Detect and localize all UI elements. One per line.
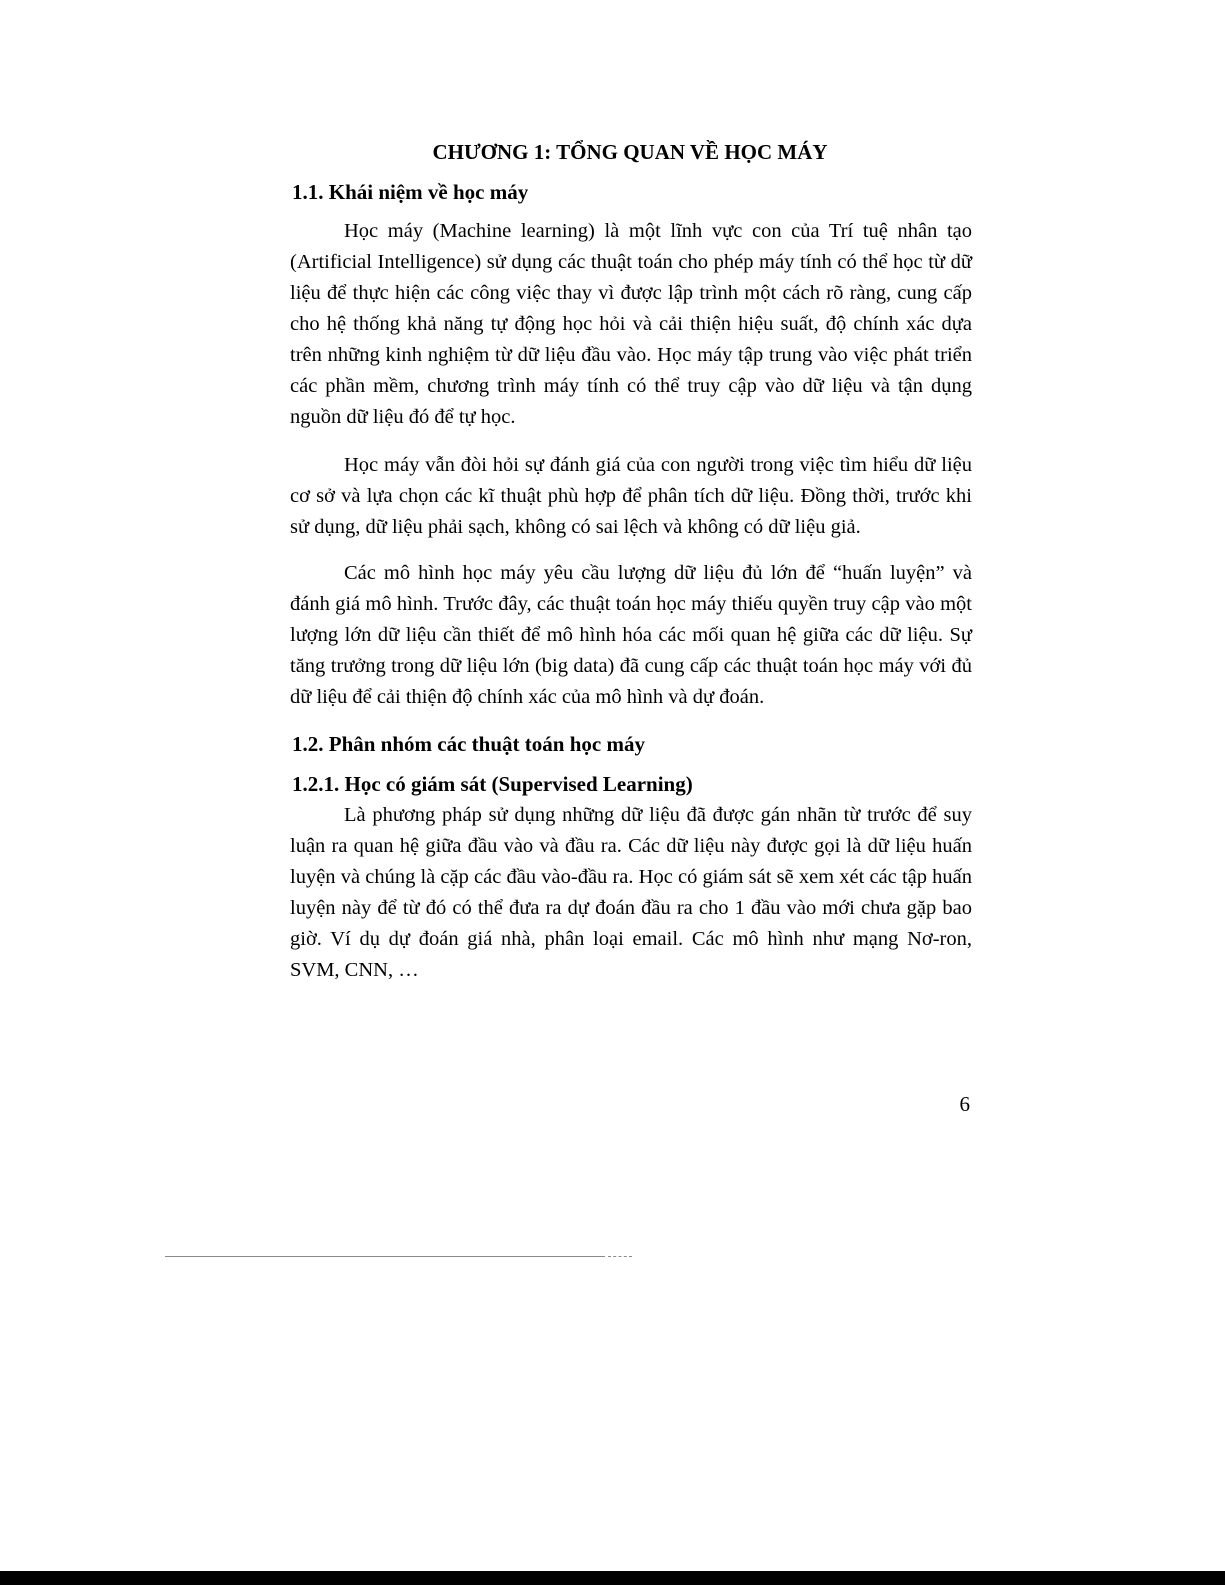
paragraph-1-1-a: Học máy (Machine learning) là một lĩnh vực con của Trí tuệ nhân tạo (Artificial Intelligence) sử dụng các thuật toán cho phép máy tính có thể học từ dữ liệu để thực hiện các công việc thay vì được lập trình một cách rõ ràng, cung cấp cho hệ thống khả năng tự động học hỏi và cải thiện hiệu suất, độ chính xác dựa trên những kinh nghiệm từ dữ liệu đầu vào. Học máy tập trung vào việc phát triển các phần mềm, chương trình máy tính có thể truy cập vào dữ liệu và tận dụng nguồn dữ liệu đó để tự học. [290,220,972,428]
section-heading-1-2: 1.2. Phân nhóm các thuật toán học máy [292,732,645,756]
paragraph-1-2-1-a: Là phương pháp sử dụng những dữ liệu đã được gán nhãn từ trước để suy luận ra quan hệ giữa đầu vào và đầu ra. Các dữ liệu này được gọi là dữ liệu huấn luyện và chúng là cặp các đầu vào-đầu ra. Học có giám sát sẽ xem xét các tập huấn luyện này để từ đó có thể đưa ra dự đoán đầu ra cho 1 đầu vào mới chưa gặp bao giờ. Ví dụ dự đoán giá nhà, phân loại email. Các mô hình như mạng Nơ-ron, SVM, CNN, … [290,804,972,981]
footer-divider [165,1256,605,1257]
footer-divider-dash [608,1256,632,1257]
paragraph-1-1-c: Các mô hình học máy yêu cầu lượng dữ liệu đủ lớn để “huấn luyện” và đánh giá mô hình. Trước đây, các thuật toán học máy thiếu quyền truy cập vào một lượng lớn dữ liệu cần thiết để mô hình hóa các mối quan hệ giữa các dữ liệu. Sự tăng trưởng trong dữ liệu lớn (big data) đã cung cấp các thuật toán học máy với đủ dữ liệu để cải thiện độ chính xác của mô hình và dự đoán. [290,562,972,708]
section-heading-1-1: 1.1. Khái niệm về học máy [292,180,529,204]
chapter-title: CHƯƠNG 1: TỔNG QUAN VỀ HỌC MÁY [432,140,828,164]
page-number: 6 [959,1092,970,1116]
paragraph-1-1-b: Học máy vẫn đòi hỏi sự đánh giá của con người trong việc tìm hiểu dữ liệu cơ sở và lựa chọn các kĩ thuật phù hợp để phân tích dữ liệu. Đồng thời, trước khi sử dụng, dữ liệu phải sạch, không có sai lệch và không có dữ liệu giả. [290,454,972,538]
section-heading-1-2-1: 1.2.1. Học có giám sát (Supervised Learning) [292,772,693,796]
bottom-edge-bar [0,1571,1225,1585]
